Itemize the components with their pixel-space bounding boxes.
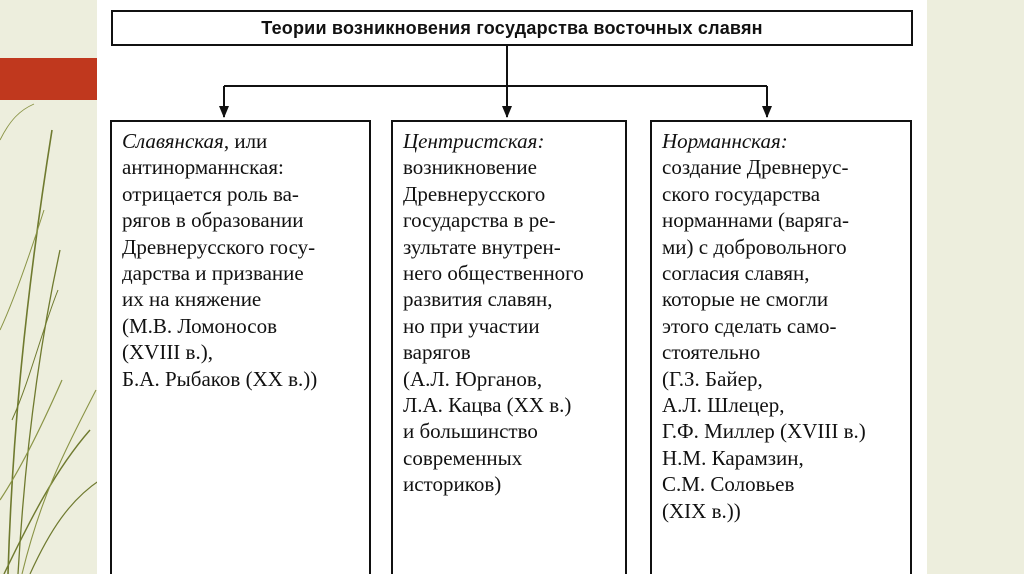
text-fragment: создание Древнерус- <box>662 155 849 180</box>
text-line <box>122 181 361 207</box>
text-line <box>403 207 617 233</box>
text-line <box>122 128 361 154</box>
text-line <box>662 260 902 286</box>
text-fragment: А.Л. Шлецер, <box>662 393 785 418</box>
text-fragment: этого сделать само- <box>662 313 837 338</box>
theory-box-norman <box>650 120 912 574</box>
text-line <box>403 366 617 392</box>
text-line <box>662 234 902 260</box>
text-fragment: (А.Л. Юрганов, <box>403 366 543 391</box>
text-fragment: государства в ре- <box>403 208 556 233</box>
text-fragment: Древнерусского <box>403 181 546 206</box>
text-fragment: (XIX в.)) <box>662 498 741 523</box>
text-fragment: ского государства <box>662 181 821 206</box>
text-line <box>403 339 617 365</box>
text-line <box>662 366 902 392</box>
text-line <box>662 339 902 365</box>
text-fragment: , или <box>223 129 268 153</box>
text-fragment: ми) с добровольного <box>662 234 847 259</box>
text-line <box>122 234 361 260</box>
text-fragment: и большинство <box>403 419 538 444</box>
theory-text <box>403 128 617 498</box>
text-fragment: (XVIII в.), <box>122 340 213 365</box>
text-fragment: антинорманнская: <box>122 155 284 180</box>
text-fragment: (Г.З. Байер, <box>662 366 763 391</box>
theory-box-centrist <box>391 120 627 574</box>
text-line <box>403 313 617 339</box>
text-fragment: возникновение <box>403 155 537 180</box>
theory-heading: Центристская: <box>403 129 545 153</box>
theory-text <box>662 128 902 524</box>
text-fragment: него общественного <box>403 261 584 286</box>
text-line <box>662 445 902 471</box>
text-fragment: современных <box>403 445 523 470</box>
text-fragment: развития славян, <box>403 287 553 312</box>
text-line <box>662 471 902 497</box>
text-line <box>403 445 617 471</box>
text-line <box>403 286 617 312</box>
text-line <box>662 313 902 339</box>
text-line <box>662 181 902 207</box>
text-line <box>662 286 902 312</box>
text-line <box>403 234 617 260</box>
text-line <box>403 418 617 444</box>
text-fragment: согласия славян, <box>662 261 810 286</box>
text-line <box>662 418 902 444</box>
text-line <box>403 154 617 180</box>
text-line <box>122 313 361 339</box>
text-line <box>403 128 617 154</box>
text-line <box>122 286 361 312</box>
diagram-title: Теории возникновения государства восточных славян <box>261 17 763 38</box>
text-fragment: отрицается роль ва- <box>122 181 299 206</box>
text-fragment: Б.А. Рыбаков (XX в.)) <box>122 366 318 391</box>
text-fragment: их на княжение <box>122 287 262 312</box>
text-line <box>662 128 902 154</box>
title-box <box>111 10 913 46</box>
text-fragment: варягов <box>403 340 471 365</box>
text-line <box>122 154 361 180</box>
theory-box-slavic <box>110 120 371 574</box>
text-line <box>122 366 361 392</box>
text-line <box>122 339 361 365</box>
text-fragment: Древнерусского госу- <box>122 234 316 259</box>
text-fragment: зультате внутрен- <box>403 234 561 259</box>
text-line <box>403 260 617 286</box>
text-line <box>662 207 902 233</box>
text-fragment: которые не смогли <box>662 287 829 312</box>
text-fragment: Н.М. Карамзин, <box>662 445 804 470</box>
theory-heading: Норманнская: <box>662 129 788 153</box>
text-line <box>403 181 617 207</box>
text-line <box>403 471 617 497</box>
text-line <box>662 392 902 418</box>
text-line <box>662 154 902 180</box>
text-fragment: С.М. Соловьев <box>662 472 795 497</box>
text-line <box>122 260 361 286</box>
text-fragment: историков) <box>403 472 502 497</box>
text-fragment: но при участии <box>403 313 540 338</box>
accent-bar <box>0 58 97 100</box>
text-line <box>122 207 361 233</box>
text-fragment: Л.А. Кацва (XX в.) <box>403 393 572 418</box>
theory-heading: Славянская <box>122 129 224 153</box>
theory-text <box>122 128 361 392</box>
text-line <box>403 392 617 418</box>
text-fragment: рягов в образовании <box>122 208 304 233</box>
text-fragment: (М.В. Ломоносов <box>122 313 278 338</box>
text-fragment: стоятельно <box>662 340 761 365</box>
text-line <box>662 498 902 524</box>
slide <box>97 0 927 574</box>
text-fragment: Г.Ф. Миллер (XVIII в.) <box>662 419 866 444</box>
text-fragment: дарства и призвание <box>122 261 304 286</box>
text-fragment: норманнами (варяга- <box>662 208 850 233</box>
